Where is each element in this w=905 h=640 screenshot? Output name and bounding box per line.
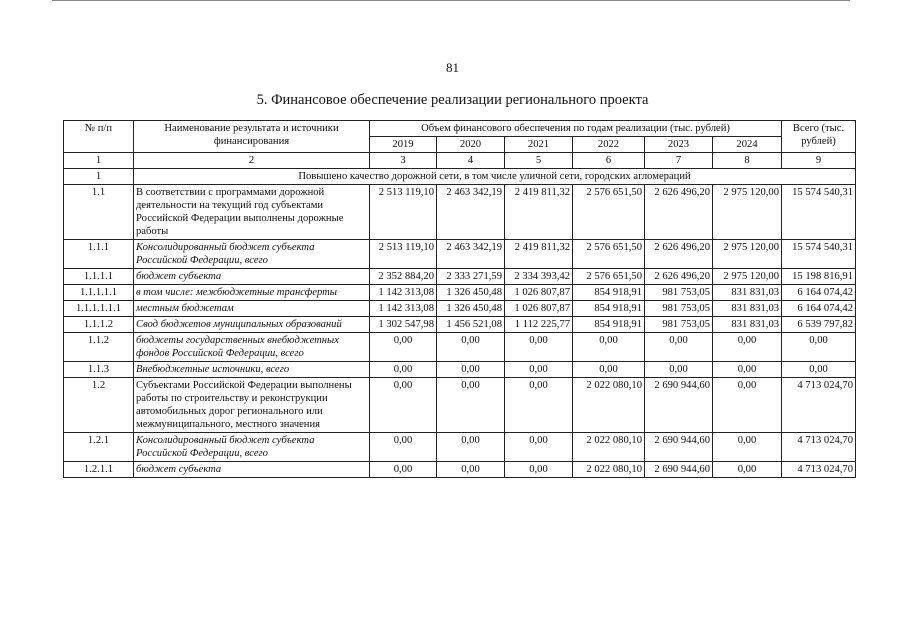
year-value-cell: 0,00 (645, 362, 713, 378)
header-year: 2024 (713, 137, 782, 153)
row-number: 1.2 (64, 378, 134, 433)
year-value-cell: 0,00 (370, 362, 437, 378)
year-value-cell: 1 326 450,48 (437, 301, 505, 317)
year-value-cell: 2 419 811,32 (505, 240, 573, 269)
year-value-cell: 1 026 807,87 (505, 285, 573, 301)
header-row-1 (64, 121, 856, 137)
row-name: бюджет субъекта (134, 462, 370, 478)
total-cell: 4 713 024,70 (782, 462, 856, 478)
year-value-cell: 0,00 (370, 433, 437, 462)
row-number: 1.1.2 (64, 333, 134, 362)
year-value-cell: 1 142 313,08 (370, 285, 437, 301)
year-value-cell: 854 918,91 (573, 317, 645, 333)
year-value-cell: 2 975 120,00 (713, 269, 782, 285)
row-number: 1.1.1.1.1 (64, 285, 134, 301)
year-value-cell: 0,00 (713, 378, 782, 433)
year-value-cell: 0,00 (505, 378, 573, 433)
row-name: бюджеты государственных внебюджетных фондов Российской Федерации, всего (134, 333, 370, 362)
year-value-cell: 0,00 (505, 462, 573, 478)
page-top-line (52, 0, 850, 1)
year-value-cell: 0,00 (713, 362, 782, 378)
table-row (64, 185, 856, 240)
year-value-cell: 2 352 884,20 (370, 269, 437, 285)
table-row (64, 333, 856, 362)
year-value-cell: 2 626 496,20 (645, 240, 713, 269)
year-value-cell: 0,00 (713, 462, 782, 478)
total-cell: 15 198 816,91 (782, 269, 856, 285)
table-row (64, 362, 856, 378)
header-year: 2019 (370, 137, 437, 153)
year-value-cell: 0,00 (437, 362, 505, 378)
row-name: Свод бюджетов муниципальных образований (134, 317, 370, 333)
col-number: 3 (370, 153, 437, 169)
header-total: Всего (тыс. рублей) (782, 121, 856, 153)
goal-num: 1 (64, 169, 134, 185)
total-cell: 4 713 024,70 (782, 378, 856, 433)
header-row-col-numbers (64, 153, 856, 169)
header-year: 2023 (645, 137, 713, 153)
page-number: 81 (446, 60, 459, 75)
year-value-cell: 0,00 (437, 433, 505, 462)
year-value-cell: 0,00 (505, 333, 573, 362)
year-value-cell: 981 753,05 (645, 285, 713, 301)
header-name: Наименование результата и источники финансирования (134, 121, 370, 153)
year-value-cell: 2 333 271,59 (437, 269, 505, 285)
year-value-cell: 981 753,05 (645, 301, 713, 317)
year-value-cell: 0,00 (713, 333, 782, 362)
year-value-cell: 2 576 651,50 (573, 240, 645, 269)
year-value-cell: 2 022 080,10 (573, 433, 645, 462)
year-value-cell: 1 456 521,08 (437, 317, 505, 333)
total-cell: 4 713 024,70 (782, 433, 856, 462)
year-value-cell: 0,00 (645, 333, 713, 362)
total-cell: 0,00 (782, 362, 856, 378)
year-value-cell: 2 576 651,50 (573, 269, 645, 285)
year-value-cell: 0,00 (573, 362, 645, 378)
col-number: 8 (713, 153, 782, 169)
year-value-cell: 2 513 119,10 (370, 185, 437, 240)
year-value-cell: 981 753,05 (645, 317, 713, 333)
year-value-cell: 2 576 651,50 (573, 185, 645, 240)
col-number: 5 (505, 153, 573, 169)
row-name: бюджет субъекта (134, 269, 370, 285)
year-value-cell: 2 975 120,00 (713, 185, 782, 240)
col-number: 2 (134, 153, 370, 169)
row-number: 1.1.1.2 (64, 317, 134, 333)
year-value-cell: 2 513 119,10 (370, 240, 437, 269)
table-row (64, 269, 856, 285)
table-row (64, 240, 856, 269)
col-number: 4 (437, 153, 505, 169)
row-number: 1.1.1 (64, 240, 134, 269)
row-name: в том числе: межбюджетные трансферты (134, 285, 370, 301)
header-year: 2022 (573, 137, 645, 153)
year-value-cell: 854 918,91 (573, 285, 645, 301)
row-name: местным бюджетам (134, 301, 370, 317)
year-value-cell: 1 112 225,77 (505, 317, 573, 333)
year-value-cell: 2 419 811,32 (505, 185, 573, 240)
total-cell: 6 164 074,42 (782, 285, 856, 301)
row-number: 1.1.1.1.1.1 (64, 301, 134, 317)
year-value-cell: 0,00 (437, 333, 505, 362)
row-name: В соответствии с программами дорожной деятельности на текущий год субъектами Российской Федерации выполнены дорожные работы (134, 185, 370, 240)
year-value-cell: 2 022 080,10 (573, 462, 645, 478)
row-number: 1.2.1 (64, 433, 134, 462)
year-value-cell: 0,00 (573, 333, 645, 362)
row-name: Консолидированный бюджет субъекта Российской Федерации, всего (134, 240, 370, 269)
col-number: 6 (573, 153, 645, 169)
year-value-cell: 2 463 342,19 (437, 240, 505, 269)
year-value-cell: 1 302 547,98 (370, 317, 437, 333)
table-row (64, 301, 856, 317)
year-value-cell: 0,00 (505, 433, 573, 462)
table-row (64, 433, 856, 462)
year-value-cell: 0,00 (437, 462, 505, 478)
row-number: 1.2.1.1 (64, 462, 134, 478)
total-cell: 15 574 540,31 (782, 185, 856, 240)
col-number: 1 (64, 153, 134, 169)
year-value-cell: 2 626 496,20 (645, 269, 713, 285)
header-volume: Объем финансового обеспечения по годам реализации (тыс. рублей) (370, 121, 782, 137)
row-number: 1.1.3 (64, 362, 134, 378)
year-value-cell: 0,00 (370, 378, 437, 433)
year-value-cell: 2 022 080,10 (573, 378, 645, 433)
year-value-cell: 0,00 (370, 333, 437, 362)
year-value-cell: 2 463 342,19 (437, 185, 505, 240)
row-name: Субъектами Российской Федерации выполнены работы по строительству и реконструкции автомобильных дорог регионального или межмуниципального, местного значения (134, 378, 370, 433)
year-value-cell: 2 690 944,60 (645, 462, 713, 478)
year-value-cell: 2 626 496,20 (645, 185, 713, 240)
header-year: 2021 (505, 137, 573, 153)
total-cell: 15 574 540,31 (782, 240, 856, 269)
total-cell: 6 164 074,42 (782, 301, 856, 317)
row-name: Консолидированный бюджет субъекта Российской Федерации, всего (134, 433, 370, 462)
financing-table (63, 120, 856, 478)
table-row (64, 317, 856, 333)
year-value-cell: 0,00 (370, 462, 437, 478)
year-value-cell: 854 918,91 (573, 301, 645, 317)
year-value-cell: 0,00 (505, 362, 573, 378)
year-value-cell: 2 975 120,00 (713, 240, 782, 269)
header-num: № п/п (64, 121, 134, 153)
total-cell: 6 539 797,82 (782, 317, 856, 333)
year-value-cell: 0,00 (713, 433, 782, 462)
year-value-cell: 2 690 944,60 (645, 433, 713, 462)
row-name: Внебюджетные источники, всего (134, 362, 370, 378)
year-value-cell: 2 690 944,60 (645, 378, 713, 433)
table-row (64, 462, 856, 478)
header-year: 2020 (437, 137, 505, 153)
goal-text: Повышено качество дорожной сети, в том числе уличной сети, городских агломераций (134, 169, 856, 185)
year-value-cell: 2 334 393,42 (505, 269, 573, 285)
year-value-cell: 831 831,03 (713, 301, 782, 317)
goal-row (64, 169, 856, 185)
col-number: 9 (782, 153, 856, 169)
row-number: 1.1 (64, 185, 134, 240)
year-value-cell: 1 026 807,87 (505, 301, 573, 317)
table-row (64, 378, 856, 433)
year-value-cell: 1 326 450,48 (437, 285, 505, 301)
section-title: 5. Финансовое обеспечение реализации регионального проекта (256, 92, 649, 108)
year-value-cell: 0,00 (437, 378, 505, 433)
table-row (64, 285, 856, 301)
year-value-cell: 831 831,03 (713, 317, 782, 333)
year-value-cell: 1 142 313,08 (370, 301, 437, 317)
col-number: 7 (645, 153, 713, 169)
total-cell: 0,00 (782, 333, 856, 362)
row-number: 1.1.1.1 (64, 269, 134, 285)
year-value-cell: 831 831,03 (713, 285, 782, 301)
